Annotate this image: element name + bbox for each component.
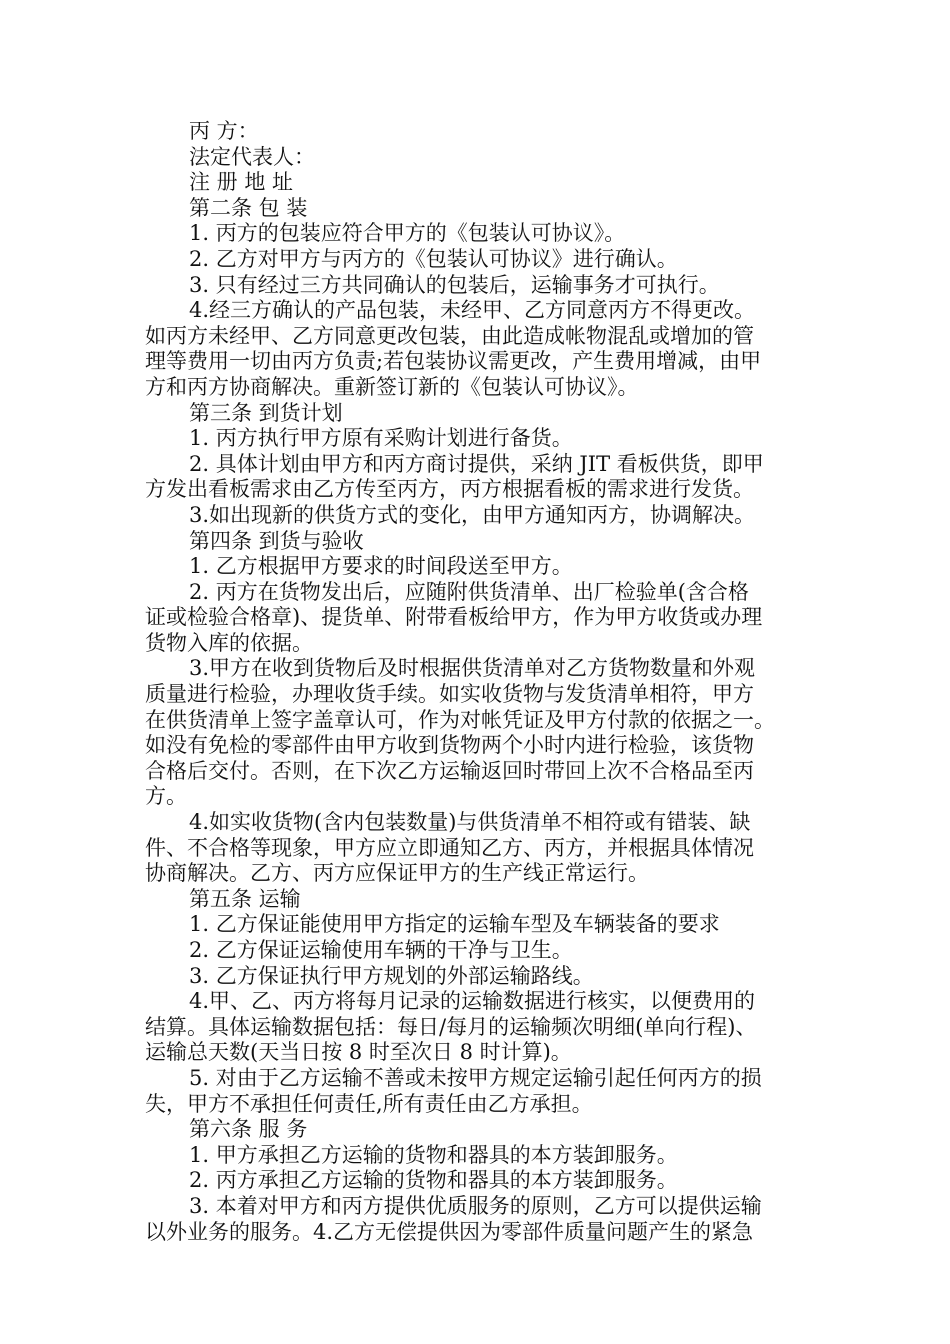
text-line: 第三条 到货计划 [189,400,343,425]
text-line: 失，甲方不承担任何责任,所有责任由乙方承担。 [145,1091,593,1116]
text-line: 第六条 服 务 [189,1117,308,1142]
text-line: 4.甲、乙、丙方将每月记录的运输数据进行核实，以便费用的 [189,989,756,1014]
text-line: 3. 只有经过三方共同确认的包装后，运输事务才可执行。 [189,272,720,297]
text-line: 在供货清单上签字盖章认可，作为对帐凭证及甲方付款的依据之一。 [145,707,775,732]
text-line: 合格后交付。否则，在下次乙方运输返回时带回上次不合格品至丙 [145,758,754,783]
text-line: 方。 [145,784,187,809]
text-line: 注 册 地 址 [189,170,294,195]
text-line: 理等费用一切由丙方负责;若包装协议需更改，产生费用增减，由甲 [145,349,762,374]
text-line: 1. 丙方执行甲方原有采购计划进行备货。 [189,426,573,451]
text-line: 运输总天数(天当日按 8 时至次日 8 时计算)。 [145,1040,572,1065]
text-line: 件、不合格等现象，甲方应立即通知乙方、丙方，并根据具体情况 [145,835,754,860]
text-line: 1. 乙方根据甲方要求的时间段送至甲方。 [189,554,573,579]
text-line: 2. 丙方承担乙方运输的货物和器具的本方装卸服务。 [189,1168,678,1193]
text-line: 3. 本着对甲方和丙方提供优质服务的原则，乙方可以提供运输 [189,1193,762,1218]
text-line: 丙 方： [189,119,259,143]
text-line: 2. 具体计划由甲方和丙方商讨提供，采纳 JIT 看板供货，即甲 [189,451,764,476]
text-line: 第四条 到货与验收 [189,528,364,553]
text-line: 1. 甲方承担乙方运输的货物和器具的本方装卸服务。 [189,1142,678,1167]
text-line: 3.甲方在收到货物后及时根据供货清单对乙方货物数量和外观 [189,656,756,681]
text-line: 2. 丙方在货物发出后，应随附供货清单、出厂检验单(含合格 [189,579,749,604]
text-line: 3.如出现新的供货方式的变化，由甲方通知丙方，协调解决。 [189,502,756,527]
text-line: 结算。具体运输数据包括：每日/每月的运输频次明细(单向行程)、 [145,1014,757,1039]
text-line: 1. 丙方的包装应符合甲方的《包装认可协议》。 [189,221,626,246]
text-line: 方和丙方协商解决。重新签订新的《包装认可协议》。 [145,374,639,399]
text-line: 法定代表人： [189,144,315,169]
text-line: 以外业务的服务。4.乙方无偿提供因为零部件质量问题产生的紧急 [145,1219,754,1244]
text-line: 协商解决。乙方、丙方应保证甲方的生产线正常运行。 [145,861,649,886]
text-line: 4.如实收货物(含内包装数量)与供货清单不相符或有错装、缺 [189,810,751,835]
text-line: 4.经三方确认的产品包装，未经甲、乙方同意丙方不得更改。 [189,298,756,323]
text-line: 如没有免检的零部件由甲方收到货物两个小时内进行检验，该货物 [145,733,754,758]
text-line: 3. 乙方保证执行甲方规划的外部运输路线。 [189,963,594,988]
text-line: 第五条 运输 [189,886,301,911]
text-line: 第二条 包 装 [189,195,308,220]
text-line: 1. 乙方保证能使用甲方指定的运输车型及车辆装备的要求 [189,912,720,937]
text-line: 2. 乙方保证运输使用车辆的干净与卫生。 [189,938,573,962]
text-line: 质量进行检验，办理收货手续。如实收货物与发货清单相符，甲方 [145,682,754,707]
text-line: 方发出看板需求由乙方传至丙方，丙方根据看板的需求进行发货。 [145,477,754,502]
text-line: 2. 乙方对甲方与丙方的《包装认可协议》进行确认。 [189,246,678,271]
text-line: 货物入库的依据。 [145,630,313,655]
text-line: 证或检验合格章)、提货单、附带看板给甲方，作为甲方收货或办理 [145,605,763,630]
document-body [145,119,825,1245]
text-line: 如丙方未经甲、乙方同意更改包装，由此造成帐物混乱或增加的管 [145,323,754,348]
text-line: 5. 对由于乙方运输不善或未按甲方规定运输引起任何丙方的损 [189,1065,762,1090]
